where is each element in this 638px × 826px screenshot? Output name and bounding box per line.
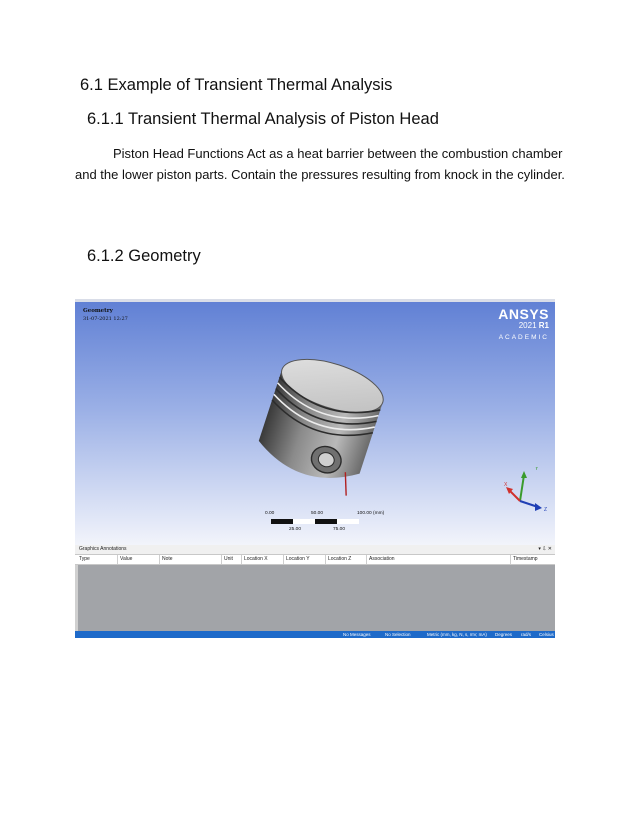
graphics-annotations-panel <box>75 545 555 638</box>
brand-version <box>498 321 549 330</box>
viewport-top-strip <box>75 299 555 302</box>
graphics-viewport[interactable] <box>75 299 555 545</box>
ansys-logo <box>498 306 549 341</box>
body-paragraph: Piston Head Functions Act as a heat barrier between the combustion chamber and the lower piston parts. Contain the pressures resulting from knock in the cylinder. <box>75 146 565 182</box>
annotations-header <box>75 545 555 555</box>
axis-y-label: Y <box>535 467 539 472</box>
column-note[interactable]: Note <box>159 555 173 564</box>
scale-bar <box>265 511 385 541</box>
viewport-date: 31-07-2021 12:27 <box>83 316 128 322</box>
scale-label-75: 75.00 <box>333 527 346 532</box>
scale-segment <box>315 519 337 524</box>
column-type[interactable]: Type <box>79 556 90 562</box>
section-heading-6-1: 6.1 Example of Transient Thermal Analysis <box>80 76 393 94</box>
status-rate[interactable]: rad/s <box>521 632 532 637</box>
brand-edition: ACADEMIC <box>498 334 549 341</box>
section-heading-6-1-1: 6.1.1 Transient Thermal Analysis of Piston Head <box>87 110 439 128</box>
scale-label-50: 50.00 <box>311 511 324 516</box>
status-bar <box>75 631 555 638</box>
status-selection[interactable]: No Selection <box>385 632 411 637</box>
axis-x-label: X <box>504 482 508 488</box>
column-unit[interactable]: Unit <box>221 555 233 564</box>
annotations-title: Graphics Annotations <box>79 546 127 552</box>
column-location-y[interactable]: Location Y <box>283 555 310 564</box>
ansys-screenshot <box>75 299 555 638</box>
column-value[interactable]: Value <box>117 555 132 564</box>
status-temp[interactable]: Celsius <box>539 632 554 637</box>
status-messages[interactable]: No Messages <box>343 632 371 637</box>
panel-left-edge <box>75 565 78 631</box>
scale-label-0: 0.00 <box>265 511 275 516</box>
brand-name: ANSYS <box>498 306 549 322</box>
column-association[interactable]: Association <box>366 555 395 564</box>
scale-label-100: 100.00 (mm) <box>357 511 385 516</box>
annotations-column-headers <box>75 555 555 565</box>
scale-segment <box>271 519 293 524</box>
status-units[interactable]: Metric (mm, kg, N, s, mV, mA) <box>427 632 487 637</box>
axis-z-label: Z <box>544 507 548 513</box>
scale-label-25: 25.00 <box>289 527 302 532</box>
status-angle[interactable]: Degrees <box>495 632 513 637</box>
scale-segment <box>337 519 359 524</box>
panel-controls-icon[interactable]: ▾ ⇩ ✕ <box>538 546 552 552</box>
brand-version-year: 2021 <box>518 321 537 330</box>
viewport-title: Geometry <box>83 308 113 314</box>
section-heading-6-1-2: 6.1.2 Geometry <box>87 247 201 265</box>
axis-triad <box>502 467 550 517</box>
column-timestamp[interactable]: Timestamp <box>510 555 538 564</box>
scale-segment <box>293 519 315 524</box>
column-location-z[interactable]: Location Z <box>325 555 351 564</box>
column-location-x[interactable]: Location X <box>241 555 268 564</box>
piston-model[interactable] <box>245 344 395 504</box>
brand-version-release: R1 <box>538 321 549 330</box>
